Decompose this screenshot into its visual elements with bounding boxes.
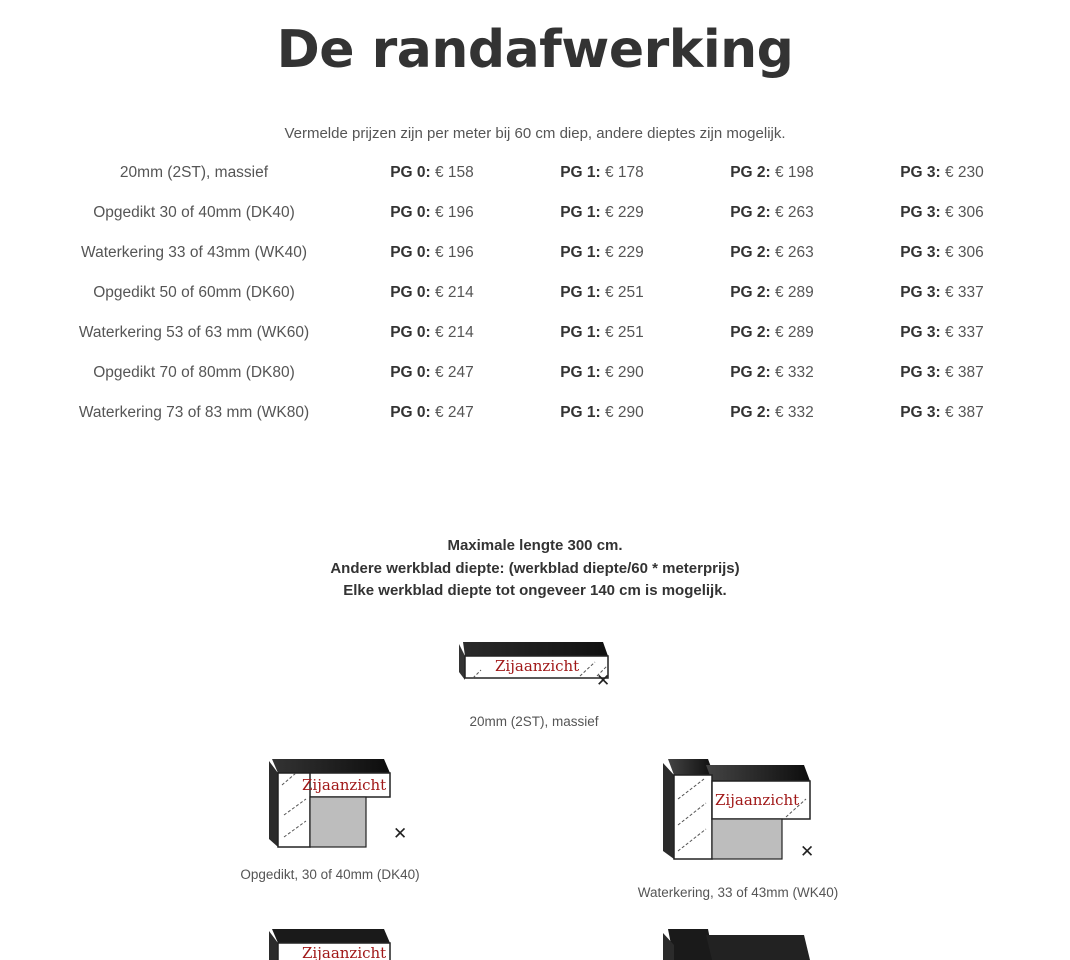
diagram-caption: Waterkering, 33 of 43mm (WK40) (637, 885, 839, 900)
price-pg0: PG 0: € 158 (390, 164, 474, 181)
price-pg3: PG 3: € 306 (900, 244, 984, 261)
price-pg3: PG 3: € 306 (900, 204, 984, 221)
price-pg2: PG 2: € 332 (730, 404, 814, 421)
edge-diagram-wk40 (658, 755, 823, 865)
price-pg2: PG 2: € 263 (730, 244, 814, 261)
close-icon: ✕ (393, 824, 408, 843)
note-max-length: Maximale lengte 300 cm. (447, 537, 623, 554)
notes (0, 535, 1070, 603)
price-row (0, 322, 1070, 362)
edge-diagram-2st (455, 638, 615, 693)
edge-type-name: Waterkering 53 of 63 mm (WK60) (78, 324, 310, 341)
price-pg1: PG 1: € 251 (560, 324, 644, 341)
side-view-label: Zijaanzicht (495, 657, 580, 675)
edge-type-name: Waterkering 33 of 43mm (WK40) (81, 244, 307, 261)
page-title: De randafwerking (276, 20, 794, 80)
price-pg0: PG 0: € 196 (390, 244, 474, 261)
price-pg3: PG 3: € 387 (900, 364, 984, 381)
price-pg1: PG 1: € 229 (560, 204, 644, 221)
price-pg0: PG 0: € 247 (390, 404, 474, 421)
close-icon: ✕ (596, 671, 611, 690)
note-other-depth: Andere werkblad diepte: (werkblad diepte/60 * meterprijs) (330, 559, 740, 577)
price-table (0, 162, 1070, 442)
side-view-label: Zijaanzicht (715, 791, 800, 809)
price-pg2: PG 2: € 198 (730, 164, 814, 181)
price-row (0, 362, 1070, 402)
price-pg0: PG 0: € 247 (390, 364, 474, 381)
side-view-label: Zijaanzicht (302, 944, 387, 960)
price-row (0, 282, 1070, 322)
price-pg0: PG 0: € 196 (390, 204, 474, 221)
price-pg3: PG 3: € 387 (900, 404, 984, 421)
price-pg0: PG 0: € 214 (390, 284, 474, 301)
price-pg3: PG 3: € 230 (900, 164, 984, 181)
edge-type-name: Waterkering 73 of 83 mm (WK80) (78, 404, 310, 421)
edge-type-name: Opgedikt 70 of 80mm (DK80) (93, 364, 295, 381)
price-row (0, 162, 1070, 202)
price-pg2: PG 2: € 263 (730, 204, 814, 221)
price-pg1: PG 1: € 229 (560, 244, 644, 261)
close-icon: ✕ (800, 842, 815, 861)
edge-diagram-wk60-partial (658, 925, 823, 960)
note-depth-limit: Elke werkblad diepte tot ongeveer 140 cm is mogelijk. (343, 582, 727, 599)
price-pg2: PG 2: € 332 (730, 364, 814, 381)
price-pg0: PG 0: € 214 (390, 324, 474, 341)
edge-diagram-dk40 (266, 755, 416, 850)
edge-type-name: 20mm (2ST), massief (119, 164, 269, 181)
edge-type-name: Opgedikt 30 of 40mm (DK40) (93, 204, 295, 221)
edge-type-name: Opgedikt 50 of 60mm (DK60) (93, 284, 295, 301)
side-view-label: Zijaanzicht (302, 776, 387, 794)
price-intro: Vermelde prijzen zijn per meter bij 60 cm diep, andere dieptes zijn mogelijk. (284, 125, 786, 142)
price-pg2: PG 2: € 289 (730, 284, 814, 301)
price-pg3: PG 3: € 337 (900, 324, 984, 341)
price-pg1: PG 1: € 178 (560, 164, 644, 181)
diagram-caption: Opgedikt, 30 of 40mm (DK40) (240, 867, 420, 882)
price-pg2: PG 2: € 289 (730, 324, 814, 341)
price-pg1: PG 1: € 251 (560, 284, 644, 301)
price-pg3: PG 3: € 337 (900, 284, 984, 301)
price-pg1: PG 1: € 290 (560, 364, 644, 381)
edge-diagram-dk60-partial (266, 925, 396, 960)
price-row (0, 402, 1070, 442)
price-pg1: PG 1: € 290 (560, 404, 644, 421)
diagram-caption: 20mm (2ST), massief (469, 714, 599, 729)
price-row (0, 242, 1070, 282)
price-row (0, 202, 1070, 242)
